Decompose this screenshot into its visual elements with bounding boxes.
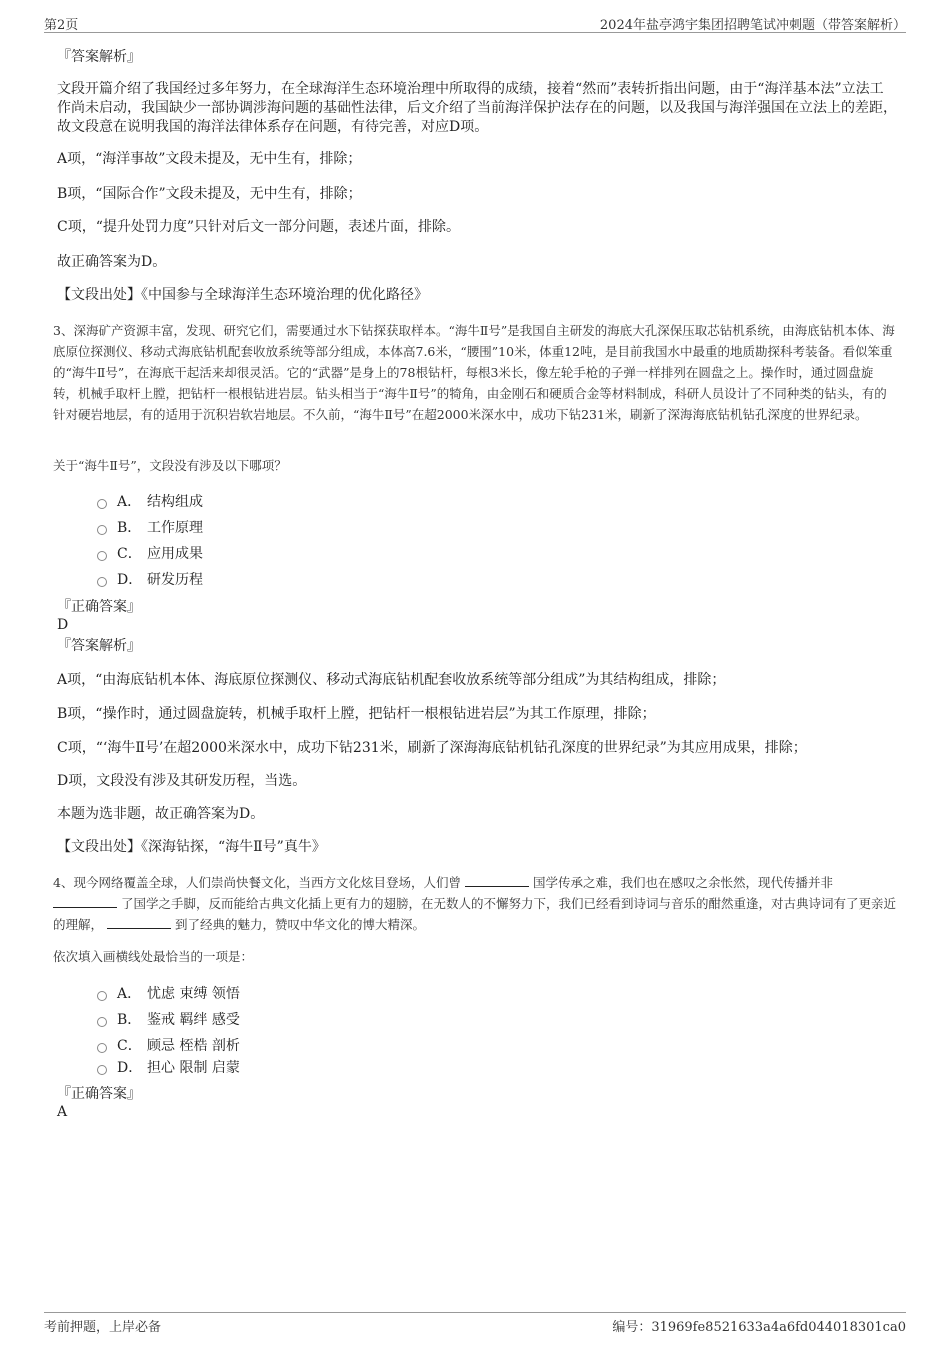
option-d[interactable] [97,1057,240,1077]
radio-icon[interactable] [97,499,107,509]
option-b[interactable] [97,1009,240,1029]
option-a[interactable] [97,491,203,511]
radio-icon[interactable] [97,1043,107,1053]
fill-blank [465,874,529,887]
page-footer [44,1312,906,1337]
source-citation: 【文段出处】《深海钻探，“海牛Ⅱ号”真牛》 [57,839,326,855]
analysis-line-b: B项，“国际合作”文段未提及，无中生有，排除； [57,186,362,202]
document-code: 编号：31969fe8521633a4a6fd044018301ca0 [612,1319,906,1335]
passage-part: 到了经典的魅力，赞叹中华文化的博大精深。 [174,917,425,932]
correct-answer-title: 『正确答案』 [57,599,141,615]
option-a[interactable] [97,983,240,1003]
option-text: 工作原理 [147,520,203,536]
option-text: 结构组成 [147,494,203,510]
option-b[interactable] [97,517,203,537]
analysis-line-d: D项，文段没有涉及其研发历程，当选。 [57,773,307,789]
option-text: 应用成果 [147,546,203,562]
option-text: 研发历程 [147,572,203,588]
analysis-title: 『答案解析』 [57,638,141,654]
option-c[interactable] [97,1035,240,1055]
source-citation: 【文段出处】《中国参与全球海洋生态环境治理的优化路径》 [57,287,428,303]
option-letter: A． [117,494,142,510]
radio-icon[interactable] [97,577,107,587]
analysis-title: 『答案解析』 [57,49,141,65]
option-letter: D． [117,1060,143,1076]
option-letter: C． [117,546,142,562]
question-4-prompt: 依次填入画横线处最恰当的一项是： [53,949,254,964]
radio-icon[interactable] [97,551,107,561]
passage-part: 国学传承之难，我们也在感叹之余怅然，现代传播并非 [532,875,833,890]
radio-icon[interactable] [97,525,107,535]
option-text: 顾忌 桎梏 剖析 [147,1038,240,1054]
document-title: 2024年盐亭鸿宇集团招聘笔试冲刺题（带答案解析） [599,18,906,33]
analysis-line-b: B项，“操作时，通过圆盘旋转，机械手取杆上膛，把钻杆一根根钻进岩层”为其工作原理，排除； [57,706,656,722]
correct-answer: A [57,1104,68,1120]
option-text: 鉴戒 羁绊 感受 [147,1012,240,1028]
page-header [44,14,906,33]
question-3-prompt: 关于“海牛Ⅱ号”，文段没有涉及以下哪项？ [53,458,287,473]
radio-icon[interactable] [97,1017,107,1027]
correct-answer: D [57,617,69,633]
option-text: 忧虑 束缚 领悟 [147,986,240,1002]
analysis-line-c: C项，“‘海牛Ⅱ号’在超2000米深水中，成功下钻231米，刷新了深海海底钻机钻孔深度的世界纪录”为其应用成果，排除； [57,740,807,756]
analysis-text: 文段开篇介绍了我国经过多年努力，在全球海洋生态环境治理中所取得的成绩，接着“然而”表转折指出问题，由于“海洋基本法”立法工作尚未启动，我国缺少一部协调涉海问题的基础性法律，后文介绍了当前海洋保护法存在的问题，以及我国与海洋强国在立法上的差距，故文段意在说明我国的海洋法律体系存在问题，有待完善，对应D项。 [57,81,897,135]
footer-slogan: 考前押题，上岸必备 [44,1319,162,1335]
fill-blank [107,916,171,929]
option-letter: D． [117,572,143,588]
option-letter: B． [117,1012,142,1028]
option-d[interactable] [97,569,203,589]
question-3-passage: 3、深海矿产资源丰富，发现、研究它们，需要通过水下钻探获取样本。“海牛Ⅱ号”是我国自主研发的海底大孔深保压取芯钻机系统，由海底钻机本体、海底原位探测仪、移动式海底钻机配套收放系统等部分组成，本体高7.6米，“腰围”10米，体重12吨，是目前我国水中最重的地质勘探科考装备。看似笨重的“海牛Ⅱ号”，在海底干起活来却很灵活。它的“武器”是身上的78根钻杆，每根3米长，像左轮手枪的子弹一样排列在圆盘之上。操作时，通过圆盘旋转，机械手取杆上膛，把钻杆一根根钻进岩层。钻头相当于“海牛Ⅱ号”的犄角，由金刚石和硬质合金等材料制成，科研人员设计了不同种类的钻头，有的针对硬岩地层，有的适用于沉积岩软岩地层。不久前，“海牛Ⅱ号”在超2000米深水中，成功下钻231米，刷新了深海海底钻机钻孔深度的世界纪录。 [53,323,895,422]
fill-blank [53,895,117,908]
analysis-line-a: A项，“海洋事故”文段未提及，无中生有，排除； [57,151,362,167]
option-letter: C． [117,1038,142,1054]
option-text: 担心 限制 启蒙 [147,1060,240,1076]
option-letter: B． [117,520,142,536]
option-letter: A． [117,986,142,1002]
page-number: 第2页 [44,18,79,33]
passage-part: 了国学之手脚，反而能给古典文化插上更有力的翅膀，在无数人的不懈努力下，我们已经看到诗词与音乐的酣然重逢，对古典诗词有了更亲近的理解， [53,896,896,932]
radio-icon[interactable] [97,1065,107,1075]
analysis-conclusion: 故正确答案为D。 [57,254,167,270]
analysis-line-a: A项，“由海底钻机本体、海底原位探测仪、移动式海底钻机配套收放系统等部分组成”为其结构组成，排除； [57,672,726,688]
passage-part: 4、现今网络覆盖全球，人们崇尚快餐文化，当西方文化炫目登场，人们曾 [53,875,461,890]
radio-icon[interactable] [97,991,107,1001]
analysis-conclusion: 本题为选非题，故正确答案为D。 [57,806,265,822]
option-c[interactable] [97,543,203,563]
correct-answer-title: 『正确答案』 [57,1086,141,1102]
question-4-passage [53,872,898,935]
analysis-line-c: C项，“提升处罚力度”只针对后文一部分问题，表述片面，排除。 [57,219,461,235]
